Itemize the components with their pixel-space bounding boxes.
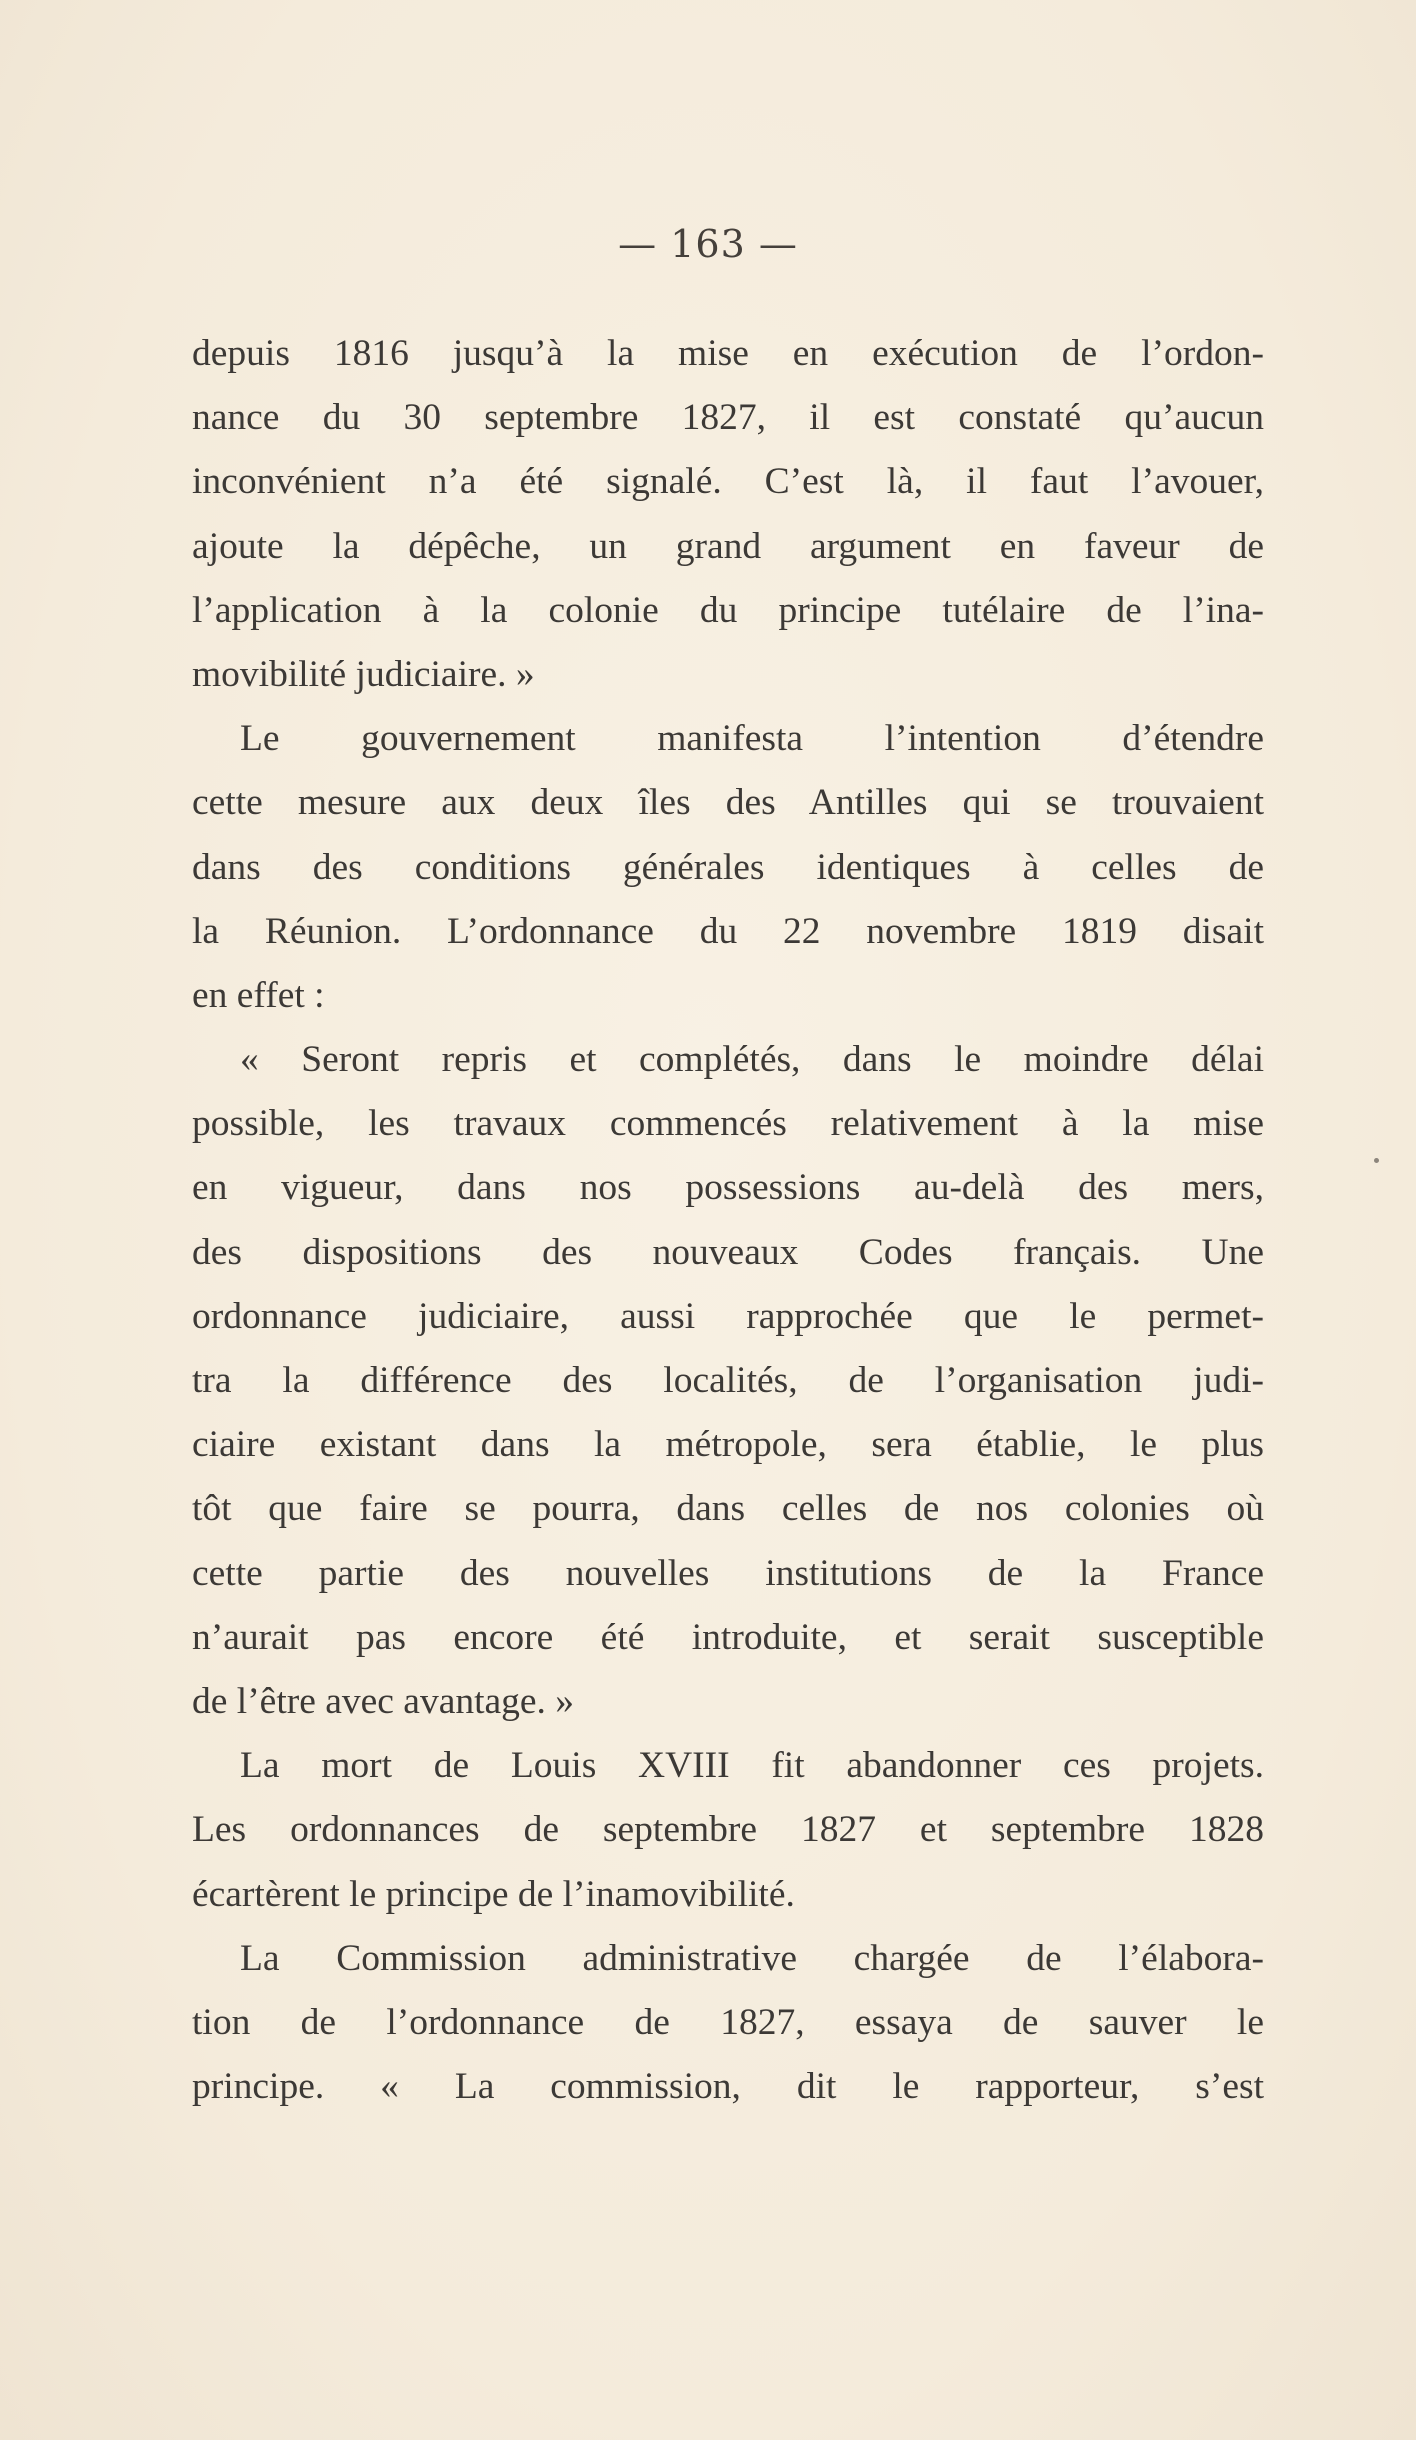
- text-line: écartèrent le principe de l’inamovibilité.: [192, 1873, 795, 1915]
- text-line: nance du 30 septembre 1827, il est constaté qu’aucun: [192, 397, 1264, 439]
- ink-speck: [1374, 1158, 1379, 1163]
- text-line: cette mesure aux deux îles des Antilles qui se trouvaient: [192, 782, 1264, 824]
- text-line: « Seront repris et complétés, dans le moindre délai: [240, 1039, 1264, 1081]
- text-line: n’aurait pas encore été introduite, et serait susceptible: [192, 1616, 1264, 1658]
- text-line: tra la différence des localités, de l’organisation judi-: [192, 1360, 1264, 1401]
- text-line: cette partie des nouvelles institutions de la France: [192, 1552, 1264, 1594]
- text-line: ajoute la dépêche, un grand argument en faveur de: [192, 525, 1264, 567]
- text-line: tion de l’ordonnance de 1827, essaya de sauver le: [192, 2001, 1264, 2043]
- body-text: [192, 322, 1264, 2119]
- text-line: principe. « La commission, dit le rapporteur, s’est: [192, 2066, 1264, 2108]
- page-number: — 163 —: [618, 222, 798, 266]
- text-line: inconvénient n’a été signalé. C’est là, il faut l’avouer,: [192, 461, 1264, 503]
- text-line: tôt que faire se pourra, dans celles de nos colonies où: [192, 1488, 1264, 1530]
- text-line: ordonnance judiciaire, aussi rapprochée que le permet-: [192, 1295, 1264, 1337]
- text-line: Le gouvernement manifesta l’intention d’étendre: [240, 718, 1264, 760]
- text-line: dans des conditions générales identiques à celles de: [192, 846, 1264, 888]
- text-line: ciaire existant dans la métropole, sera établie, le plus: [192, 1424, 1264, 1466]
- text-line: l’application à la colonie du principe tutélaire de l’ina-: [192, 589, 1264, 631]
- text-line: depuis 1816 jusqu’à la mise en exécution de l’ordon-: [192, 333, 1264, 374]
- text-line: possible, les travaux commencés relativement à la mise: [192, 1103, 1264, 1145]
- text-line: La Commission administrative chargée de l’élabora-: [240, 1937, 1264, 1979]
- text-line: de l’être avec avantage. »: [192, 1680, 575, 1722]
- text-line: Les ordonnances de septembre 1827 et septembre 1828: [192, 1809, 1264, 1851]
- text-line: en effet :: [192, 974, 325, 1016]
- text-line: La mort de Louis XVIII fit abandonner ces projets.: [240, 1745, 1264, 1787]
- text-line: des dispositions des nouveaux Codes français. Une: [192, 1231, 1264, 1273]
- text-line: la Réunion. L’ordonnance du 22 novembre 1819 disait: [192, 910, 1264, 952]
- text-line: en vigueur, dans nos possessions au-delà des mers,: [192, 1167, 1264, 1209]
- text-line: movibilité judiciaire. »: [192, 653, 535, 695]
